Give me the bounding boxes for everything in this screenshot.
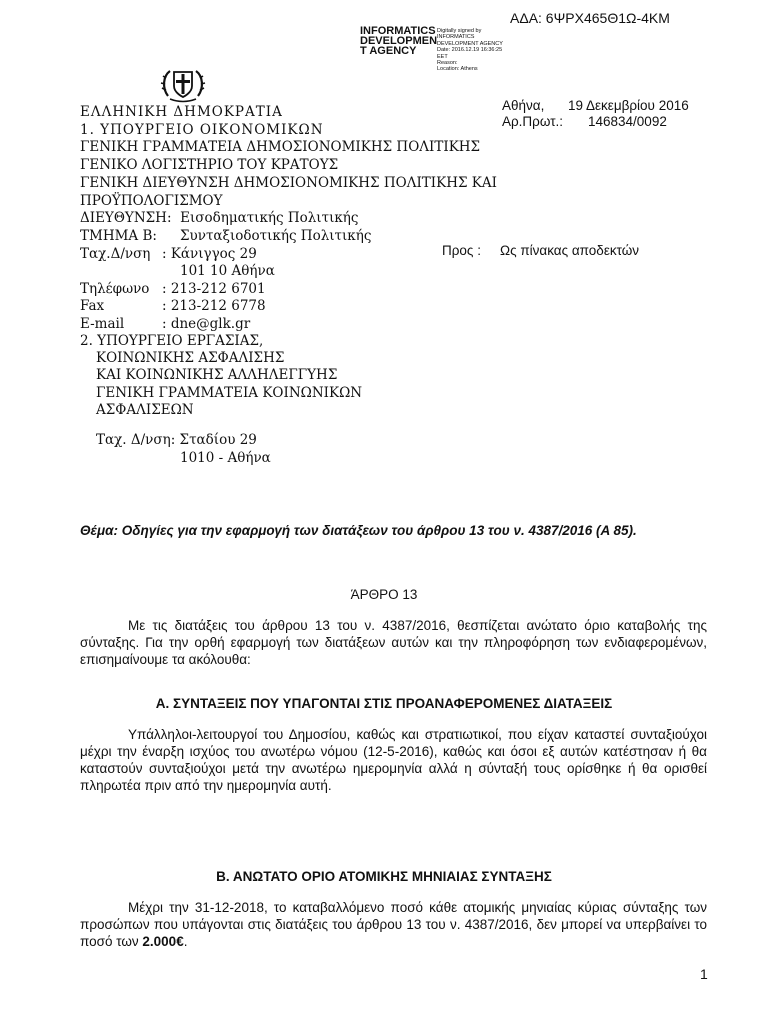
- date-protocol: [502, 98, 689, 130]
- city: Αθήνα,: [502, 98, 545, 113]
- fax-value: : 213-212 6778: [162, 298, 266, 314]
- ministry-finance: 1. ΥΠΟΥΡΓΕΙΟ ΟΙΚΟΝΟΜΙΚΩΝ: [80, 122, 324, 138]
- signature-detail-line: Date: 2016.12.19 16:36:25: [437, 47, 503, 54]
- article-title: ΆΡΘΡΟ 13: [350, 587, 418, 602]
- address-2: Ταχ. Δ/νση: Σταδίου 29: [96, 432, 257, 448]
- signature-agency-line: DEVELOPMEN: [360, 35, 438, 47]
- protocol-number: 146834/0092: [588, 114, 667, 129]
- greek-emblem-icon: [160, 66, 206, 104]
- postcode-2: 1010 - Αθήνα: [180, 450, 271, 466]
- section-b-heading: Β. ΑΝΩΤΑΤΟ ΟΡΙΟ ΑΤΟΜΙΚΗΣ ΜΗΝΙΑΙΑΣ ΣΥΝΤΑΞΗΣ: [216, 869, 552, 884]
- subject: Θέμα: Οδηγίες για την εφαρμογή των διατάξεων του άρθρου 13 του ν. 4387/2016 (Α 85).: [80, 523, 637, 538]
- department-label: ΤΜΗΜΑ Β:: [80, 228, 157, 244]
- section-a-paragraph: Υπάλληλοι-λειτουργοί του Δημοσίου, καθώς και στρατιωτικοί, που είχαν καταστεί συνταξιούχοι μέχρι την έναρξη ισχύος του ανωτέρω νόμου (12-5-2016), καθώς και όσοι εξ αυτών κατέστησαν ή θα καταστούν συνταξιούχοι μετά την ανωτέρω ημερομηνία αλλά η σύνταξή τους ορίσθηκε ή θα ορισθεί πληρωτέα πριν από την ημερομηνία αυτή.: [80, 727, 707, 793]
- republic-title: ΕΛΛΗΝΙΚΗ ΔΗΜΟΚΡΑΤΙΑ: [80, 104, 283, 120]
- section-b-text: Μέχρι την 31-12-2018, το καταβαλλόμενο ποσό κάθε ατομικής μηνιαίας κύριας σύνταξης των προσώπων που υπάγονται στις διατάξεις του άρθρου 13 του ν. 4387/2016, δεν μπορεί να υπερβαίνει το ποσό των: [80, 900, 707, 949]
- email: [80, 316, 250, 334]
- signature-agency: [360, 26, 437, 56]
- ministry-labour-line: ΓΕΝΙΚΗ ΓΡΑΜΜΑΤΕΙΑ ΚΟΙΝΩΝΙΚΩΝ: [96, 385, 363, 401]
- signature-detail-line: Digitally signed by: [437, 28, 482, 34]
- address-label: Ταχ.Δ/νση: [80, 246, 151, 262]
- email-label: E-mail: [80, 316, 125, 332]
- directorate: [80, 210, 358, 228]
- recipients: [442, 243, 639, 258]
- intro-paragraph: Με τις διατάξεις του άρθρου 13 του ν. 4387/2016, θεσπίζεται ανώτατο όριο καταβολής της σύνταξης. Για την ορθή εφαρμογή των διατάξεων αυτών και την πληροφόρηση των ενδιαφερομένων, επισημαίνουμε τα ακόλουθα:: [80, 618, 707, 667]
- phone-value: : 213-212 6701: [162, 281, 266, 297]
- ministry-labour-line: ΑΣΦΑΛΙΣΕΩΝ: [96, 402, 194, 418]
- ada-code: ΑΔΑ: 6ΨΡΧ465Θ1Ω-4ΚΜ: [510, 10, 670, 26]
- directorate-value: Εισοδηματικής Πολιτικής: [180, 210, 359, 226]
- signature-detail-line: DEVELOPMENT AGENCY: [437, 40, 503, 47]
- address-value: : Κάνιγγος 29: [162, 246, 257, 262]
- ministry-labour: 2. ΥΠΟΥΡΓΕΙΟ ΕΡΓΑΣΙΑΣ,: [80, 333, 264, 349]
- page-number: 1: [700, 966, 708, 982]
- ministry-labour-line: ΚΟΙΝΩΝΙΚΗΣ ΑΣΦΑΛΙΣΗΣ: [96, 350, 285, 366]
- section-a-heading: Α. ΣΥΝΤΑΞΕΙΣ ΠΟΥ ΥΠΑΓΟΝΤΑΙ ΣΤΙΣ ΠΡΟΑΝΑΦΕΡΟΜΕΝΕΣ ΔΙΑΤΑΞΕΙΣ: [155, 696, 613, 711]
- pension-cap-amount: 2.000€: [142, 934, 184, 949]
- address: [80, 246, 257, 264]
- signature-detail-line: EET: [437, 53, 448, 60]
- section-b-end: .: [183, 934, 188, 949]
- to-value: Ως πίνακας αποδεκτών: [500, 243, 640, 258]
- department: [80, 228, 371, 246]
- phone: [80, 281, 266, 299]
- signature-detail-line: Location: Athens: [437, 66, 478, 73]
- signature-agency-line: T AGENCY: [360, 45, 417, 57]
- postcode: 101 10 Αθήνα: [180, 263, 275, 279]
- signature-agency-line: INFORMATICS: [360, 25, 436, 37]
- ministry-labour-line: ΚΑΙ ΚΟΙΝΩΝΙΚΗΣ ΑΛΛΗΛΕΓΓΥΗΣ: [96, 367, 338, 383]
- header-line: ΠΡΟΫΠΟΛΟΓΙΣΜΟΥ: [80, 193, 223, 209]
- section-b-paragraph: [80, 899, 707, 950]
- date: 19 Δεκεμβρίου 2016: [568, 98, 689, 113]
- signature-detail-line: INFORMATICS: [437, 34, 475, 41]
- phone-label: Τηλέφωνο: [80, 281, 150, 297]
- to-label: Προς :: [442, 243, 481, 258]
- protocol-label: Αρ.Πρωτ.:: [502, 114, 564, 129]
- fax: [80, 298, 266, 316]
- header-line: ΓΕΝΙΚΟ ΛΟΓΙΣΤΗΡΙΟ ΤΟΥ ΚΡΑΤΟΥΣ: [80, 157, 339, 173]
- fax-label: Fax: [80, 298, 105, 314]
- department-value: Συνταξιοδοτικής Πολιτικής: [180, 228, 372, 244]
- header-line: ΓΕΝΙΚΗ ΓΡΑΜΜΑΤΕΙΑ ΔΗΜΟΣΙΟΝΟΜΙΚΗΣ ΠΟΛΙΤΙΚΗΣ: [80, 139, 481, 155]
- directorate-label: ΔΙΕΥΘΥΝΣΗ:: [80, 210, 172, 226]
- signature-details: [437, 28, 503, 73]
- email-value: : dne@glk.gr: [162, 316, 251, 332]
- signature-detail-line: Reason:: [437, 60, 458, 67]
- header-line: ΓΕΝΙΚΗ ΔΙΕΥΘΥΝΣΗ ΔΗΜΟΣΙΟΝΟΜΙΚΗΣ ΠΟΛΙΤΙΚΗΣ ΚΑΙ: [80, 175, 497, 191]
